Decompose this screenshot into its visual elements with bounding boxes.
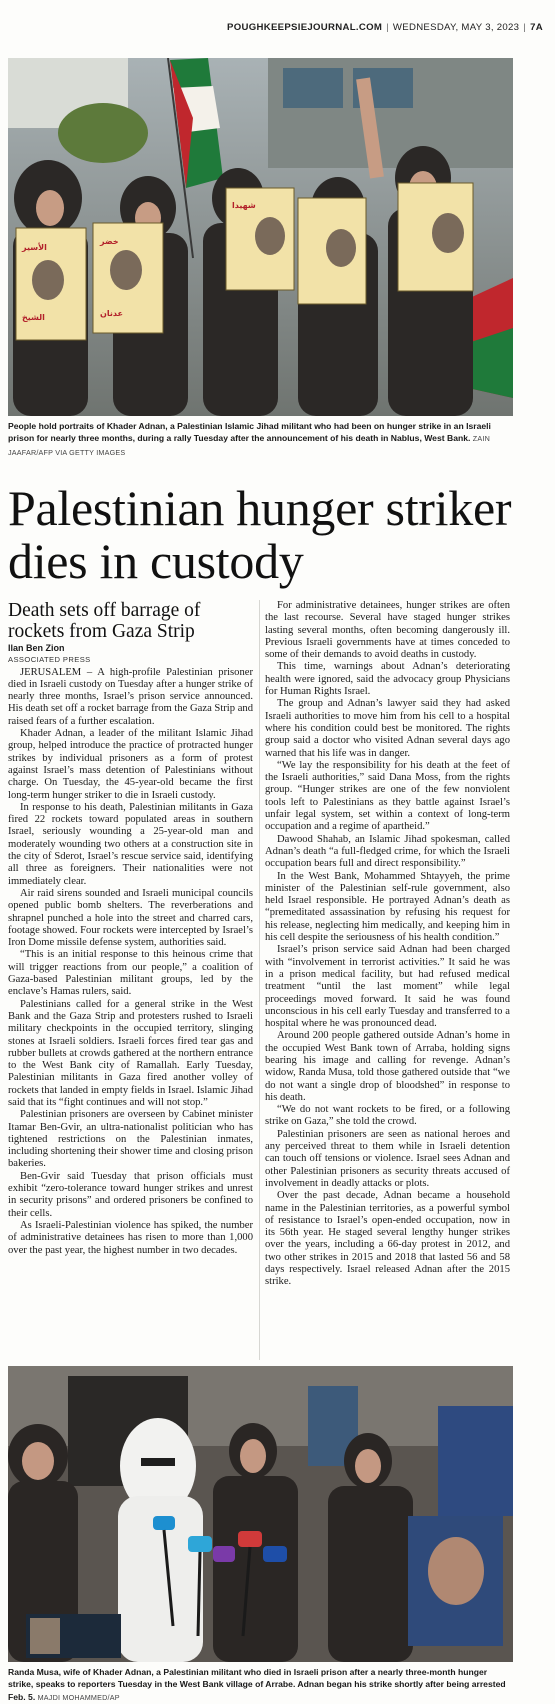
paragraph: This time, warnings about Adnan’s deteriorating health were ignored, said the advocacy group Physicians for Human Rights Israel. — [265, 661, 510, 698]
press-photo — [8, 1366, 513, 1662]
paragraph: For administrative detainees, hunger strikes are often the last recourse. Several have staged hunger strikes lasting several months, often becoming dangerously ill. Previous Israeli governments have at times conceded to some of their demands to avoid deaths in custody. — [265, 600, 510, 661]
rally-photo — [8, 58, 513, 416]
folio: POUGHKEEPSIEJOURNAL.COM | WEDNESDAY, MAY 3, 2023 | 7A — [227, 22, 543, 33]
article-column-2 — [265, 600, 510, 1289]
article-column-1 — [8, 600, 253, 1257]
paragraph: Israel’s prison service said Adnan had been charged with “involvement in terrorist activities.” It said he was in a prison medical facility, but had refused medical treatment “until the last moment” while legal proceedings moved forward. It said he was found unconscious in his cell early Tuesday and transferred to a hospital where he was pronounced dead. — [265, 944, 510, 1030]
poster-text-3: خضر — [100, 237, 119, 246]
rally-photo-illustration — [8, 58, 513, 416]
bottom-photo-caption — [8, 1666, 513, 1704]
folio-date: WEDNESDAY, MAY 3, 2023 — [392, 22, 520, 33]
agency: ASSOCIATED PRESS — [8, 655, 91, 665]
folio-site: POUGHKEEPSIEJOURNAL.COM — [227, 22, 383, 33]
paragraph: Palestinian prisoners are overseen by Cabinet minister Itamar Ben-Gvir, an ultra-nationalist politician who has tightened restrictions on the Palestinian inmates, including shortening their shower time and closing prison bakeries. — [8, 1109, 253, 1170]
paragraph: “We lay the responsibility for his death at the feet of the Israeli authorities,” said Dana Moss, from the rights group. “Hunger strikes are one of the few nonviolent tools left to Palestinians as they battle against Israel’s unfair legal system, set within a context of long-term occupation and a regime of apartheid.” — [265, 759, 510, 833]
paragraph: JERUSALEM – A high-profile Palestinian prisoner died in Israeli custody on Tuesday after a hunger strike of nearly three months, Israel’s prison service announced. His death set off a rocket barrage from the Gaza Strip and raised fears of a further escalation. — [8, 666, 253, 727]
poster-text-4: عدنان — [100, 309, 123, 318]
bottom-photo-credit: MAJDI MOHAMMED/AP — [37, 1692, 120, 1702]
byline: Ilan Ben Zion — [8, 643, 65, 653]
bottom-caption-text: Randa Musa, wife of Khader Adnan, a Palestinian militant who died in Israeli prison after a nearly three-month hunger strike, speaks to reporters Tuesday in the West Bank village of Arrabe. Adnan began his strike shortly after being arrested Feb. 5. — [8, 1667, 506, 1702]
press-photo-illustration — [8, 1366, 513, 1662]
poster-text-1: الأسير — [22, 243, 47, 252]
paragraph: Palestinians called for a general strike in the West Bank and the Gaza Strip and protesters rushed to Israeli military checkpoints in the occupied territory, slinging stones at Israeli soldiers. Israeli forces fired tear gas and rubber bullets at crowds gathered at the northern entrance to the West Bank city of Ramallah. Early Tuesday, Palestinian militants in Gaza fired another volley of rockets that landed in empty fields in Israel. Islamic Jihad said that its “fight continues and will not stop.” — [8, 998, 253, 1108]
headline: Palestinian hunger striker dies in custody — [8, 480, 512, 589]
paragraph: Khader Adnan, a leader of the militant Islamic Jihad group, helped introduce the practice of protracted hunger strikes by individual prisoners as a form of protest against Israel’s mass detention of Palestinians without charge. On Tuesday, the 45-year-old became the first long-term hunger striker to die in Israeli custody. — [8, 728, 253, 801]
paragraph: “We do not want rockets to be fired, or a following strike on Gaza,” she told the crowd. — [265, 1104, 510, 1128]
paragraph: As Israeli-Palestinian violence has spiked, the number of administrative detainees has risen to more than 1,000 over the past year, the highest number in two decades. — [8, 1219, 253, 1256]
top-photo-credit: ZAIN JAAFAR/AFP VIA GETTY IMAGES — [8, 434, 490, 457]
paragraph: Around 200 people gathered outside Adnan’s home in the occupied West Bank town of Arraba, holding signs bearing his image and calling for revenge. Adnan’s widow, Randa Musa, told those gathered outside that “we do not want a single drop of bloodshed” in response to his death. — [265, 1030, 510, 1103]
poster-text-5: شهيدا — [232, 201, 256, 210]
top-caption-text: People hold portraits of Khader Adnan, a Palestinian Islamic Jihad militant who had been on hunger strike in an Israeli prison for nearly three months, during a rally Tuesday after the announcement of his death in Nablus, West Bank. — [8, 421, 491, 444]
column-rule — [259, 600, 260, 1360]
folio-page-number: 7A — [530, 22, 543, 33]
dek: Death sets off barrage of rockets from Gaza Strip — [8, 600, 201, 642]
paragraph: Dawood Shahab, an Islamic Jihad spokesman, called Adnan’s death “a full-fledged crime, for which the Israeli occupation bears full and direct responsibility.” — [265, 833, 510, 870]
paragraph: The group and Adnan’s lawyer said they had asked Israeli authorities to move him from his cell to a hospital where his condition could best be monitored. The rights group said a doctor who visited Adnan several days ago warned that his life was in danger. — [265, 698, 510, 759]
poster-text-2: الشيخ — [22, 313, 45, 322]
paragraph: Ben-Gvir said Tuesday that prison officials must exhibit “zero-tolerance toward hunger strikes and unrest in security prisons” and ordered prisoners be confined to their cells. — [8, 1170, 253, 1219]
paragraph: In response to his death, Palestinian militants in Gaza fired 22 rockets toward populated areas in southern Israel, seriously wounding a 25-year-old man and moderately wounding two others at a construction site in the city of Sderot, Israel’s rescue service said, identifying all three as foreigners. Their nationalities were not immediately clear. — [8, 801, 253, 887]
paragraph: Air raid sirens sounded and Israeli municipal councils opened public bomb shelters. The reverberations and shrapnel punched a hole into the street and charred cars, footage showed. Four rockets were intercepted by Israel’s Iron Dome missile defense system, authorities said. — [8, 887, 253, 949]
paragraph: Over the past decade, Adnan became a household name in the Palestinian territories, as a powerful symbol of resistance to Israel’s open-ended occupation, now in its 56th year. He staged several lengthy hunger strikes over the years, including a 66-day protest in 2012, and two other strikes in 2015 and 2018 that lasted 56 and 58 days respectively. Israel released Adnan after the 2015 strike. — [265, 1190, 510, 1288]
paragraph: Palestinian prisoners are seen as national heroes and any perceived threat to them while in Israeli detention can touch off tensions or violence. Israel sees Adnan and other Palestinian prisoners as security threats accused of involvement in deadly attacks or plots. — [265, 1128, 510, 1189]
paragraph: “This is an initial response to this heinous crime that will trigger reactions from our people,” a coalition of Gaza-based Palestinian militant groups, led by the enclave’s Hamas rulers, said. — [8, 949, 253, 998]
top-photo-caption — [8, 420, 513, 459]
paragraph: In the West Bank, Mohammed Shtayyeh, the prime minister of the Palestinian self-rule government, also held Israel responsible. He portrayed Adnan’s death as “premeditated assassination by refusing his request for his release, neglecting him medically, and keeping him in his cell despite the seriousness of his health condition.” — [265, 870, 510, 944]
